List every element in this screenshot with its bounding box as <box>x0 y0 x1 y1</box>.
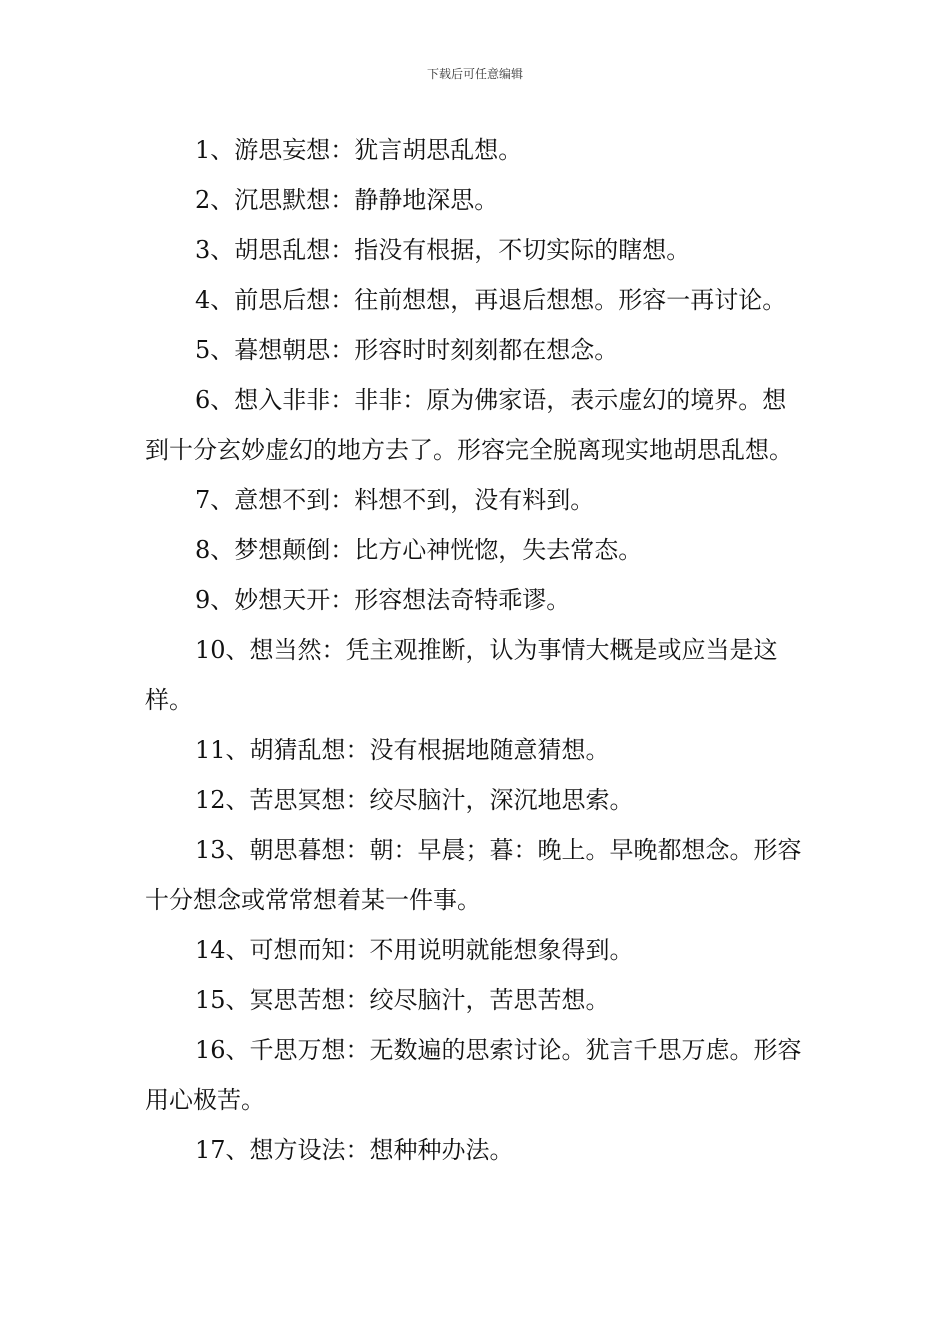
list-item: 17、想方设法：想种种办法。 <box>195 1136 514 1164</box>
list-item: 2、沉思默想：静静地深思。 <box>195 186 499 214</box>
list-item: 10、想当然：凭主观推断，认为事情大概是或应当是这样。 <box>145 636 778 714</box>
list-item: 15、冥思苦想：绞尽脑汁，苦思苦想。 <box>195 986 610 1014</box>
list-item: 5、暮想朝思：形容时时刻刻都在想念。 <box>195 336 619 364</box>
list-item: 3、胡思乱想：指没有根据，不切实际的瞎想。 <box>195 236 691 264</box>
list-item: 4、前思后想：往前想想，再退后想想。形容一再讨论。 <box>195 286 787 314</box>
list-item: 7、意想不到：料想不到，没有料到。 <box>195 486 595 514</box>
list-item: 6、想入非非：非非：原为佛家语，表示虚幻的境界。想到十分玄妙虚幻的地方去了。形容完全脱离现实地胡思乱想。 <box>145 386 793 464</box>
list-item: 1、游思妄想：犹言胡思乱想。 <box>195 136 523 164</box>
list-item: 11、胡猜乱想：没有根据地随意猜想。 <box>195 736 610 764</box>
entry-list <box>145 125 809 1175</box>
list-item: 8、梦想颠倒：比方心神恍惚，失去常态。 <box>195 536 643 564</box>
list-item: 12、苦思冥想：绞尽脑汁，深沉地思索。 <box>195 786 634 814</box>
list-item: 13、朝思暮想：朝：早晨；暮：晚上。早晚都想念。形容十分想念或常常想着某一件事。 <box>145 836 802 914</box>
list-item: 14、可想而知：不用说明就能想象得到。 <box>195 936 634 964</box>
header-note: 下载后可任意编辑 <box>426 67 523 81</box>
list-item: 16、千思万想：无数遍的思索讨论。犹言千思万虑。形容用心极苦。 <box>145 1036 802 1114</box>
list-item: 9、妙想天开：形容想法奇特乖谬。 <box>195 586 571 614</box>
